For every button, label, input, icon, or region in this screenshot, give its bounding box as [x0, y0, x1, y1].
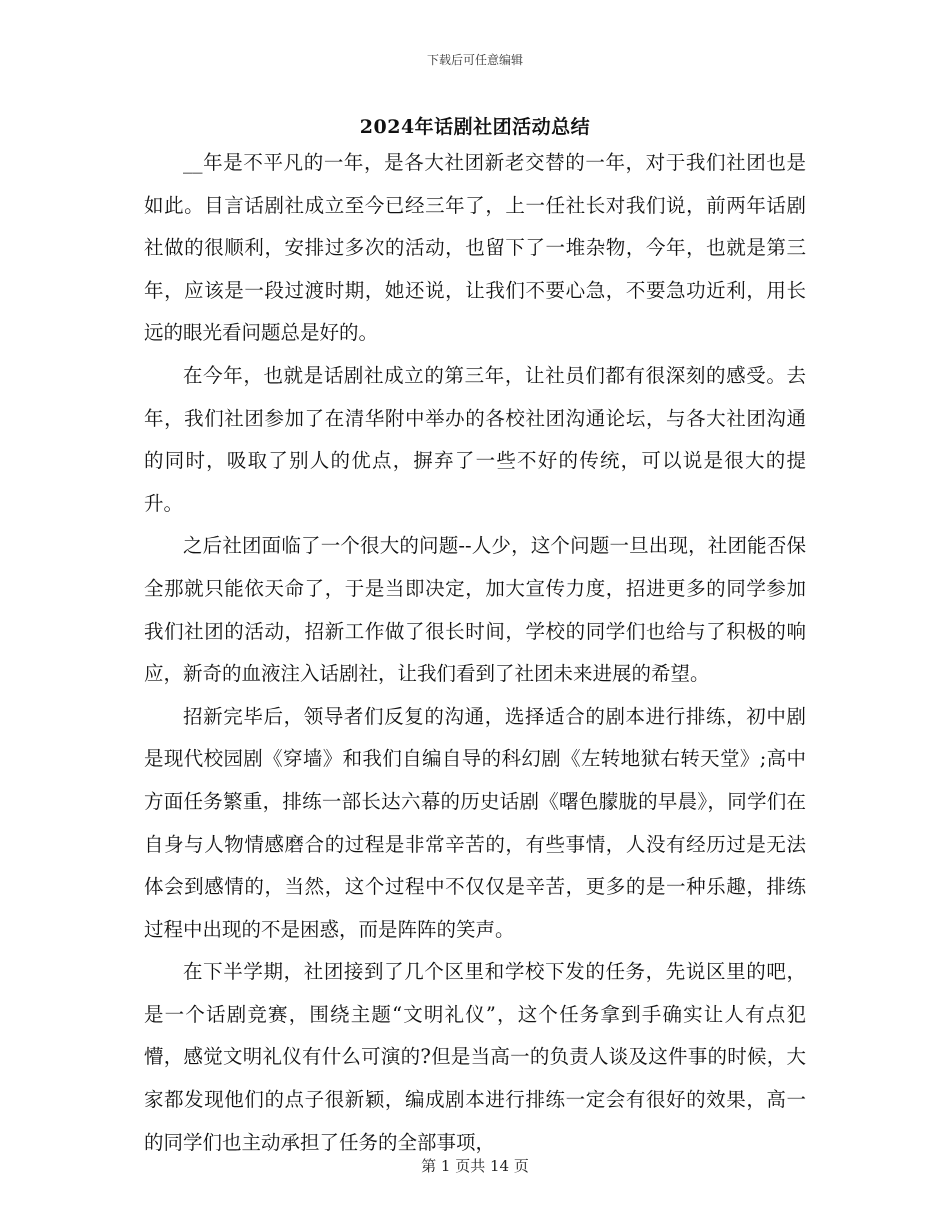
document-title: 2024年话剧社团活动总结 — [359, 116, 591, 138]
paragraph: 招新完毕后，领导者们反复的沟通，选择适合的剧本进行排练，初中剧是现代校园剧《穿墙》和我们自编自导的科幻剧《左转地狱右转天堂》;高中方面任务繁重，排练一部长达六幕的历史话剧《曙色朦胧的早晨》，同学们在自身与人物情感磨合的过程是非常辛苦的，有些事情，人没有经历过是无法体会到感情的，当然，这个过程中不仅仅是辛苦，更多的是一种乐趣，排练过程中出现的不是困惑，而是阵阵的笑声。 — [144, 704, 806, 941]
paragraph: 之后社团面临了一个很大的问题--人少，这个问题一旦出现，社团能否保全那就只能依天命了，于是当即决定，加大宣传力度，招进更多的同学参加我们社团的活动，招新工作做了很长时间，学校的同学们也给与了积极的响应，新奇的血液注入话剧社，让我们看到了社团未来进展的希望。 — [144, 534, 806, 686]
paragraph: __年是不平凡的一年，是各大社团新老交替的一年，对于我们社团也是如此。目言话剧社成立至今已经三年了，上一任社长对我们说，前两年话剧社做的很顺利，安排过多次的活动，也留下了一堆杂物，今年，也就是第三年，应该是一段过渡时期，她还说，让我们不要心急，不要急功近利，用长远的眼光看问题总是好的。 — [144, 151, 806, 345]
paragraph: 在今年，也就是话剧社成立的第三年，让社员们都有很深刻的感受。去年，我们社团参加了在清华附中举办的各校社团沟通论坛，与各大社团沟通的同时，吸取了别人的优点，摒弃了一些不好的传统，可以说是很大的提升。 — [144, 363, 806, 515]
paragraph: 在下半学期，社团接到了几个区里和学校下发的任务，先说区里的吧，是一个话剧竞赛，围绕主题“文明礼仪”，这个任务拿到手确实让人有点犯懵，感觉文明礼仪有什么可演的?但是当高一的负责人谈及这件事的时候，大家都发现他们的点子很新颖，编成剧本进行排练一定会有很好的效果，高一的同学们也主动承担了任务的全部事项， — [144, 960, 806, 1154]
page-header-note: 下载后可任意编辑 — [426, 53, 523, 67]
page-number: 第 1 页共 14 页 — [421, 1157, 529, 1175]
document-body — [144, 142, 806, 1164]
